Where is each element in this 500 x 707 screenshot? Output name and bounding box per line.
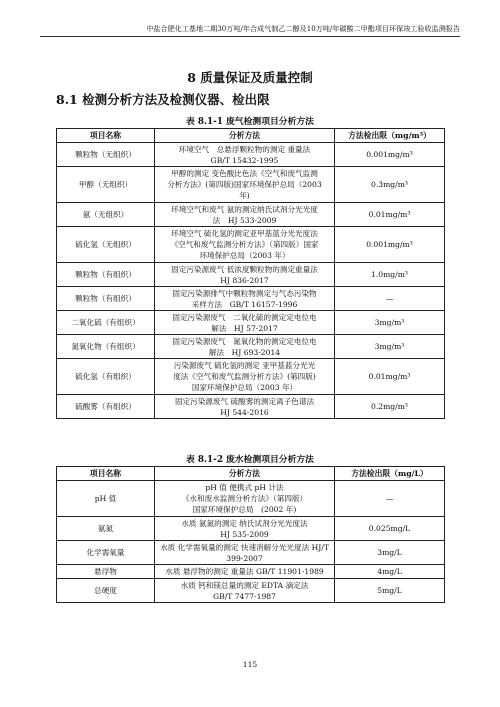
column-header-method: 分析方法 <box>155 129 335 143</box>
method-cell: 水质 钙和镁总量的测定 EDTA 滴定法 GB/T 7477-1987 <box>155 579 335 603</box>
column-header-item: 项目名称 <box>57 467 155 481</box>
limit-cell: 0.01mg/m³ <box>335 203 445 227</box>
table-header-row <box>57 129 445 143</box>
method-cell: pH 值 便携式 pH 计法 《水和废水监测分析方法》（第四版） 国家环境保护总局 (2002 年) <box>155 481 335 517</box>
limit-cell: 0.025mg/L <box>335 517 445 541</box>
section-title: 8.1 检测分析方法及检测仪器、检出限 <box>56 92 270 107</box>
item-cell: 悬浮物 <box>57 565 155 579</box>
column-header-item: 项目名称 <box>57 129 155 143</box>
limit-cell: 3mg/m³ <box>335 335 445 359</box>
method-cell: 环境空气和废气 氨的测定纳氏试剂分光光度 法 HJ 533-2009 <box>155 203 335 227</box>
method-cell: 固定污染源废气 硫酸雾的测定离子色谱法 HJ 544-2016 <box>155 395 335 419</box>
table-row <box>57 541 445 565</box>
method-cell: 固定污染源废气 二氧化硫的测定定电位电 解法 HJ 57-2017 <box>155 311 335 335</box>
method-cell: 环境空气 硫化氢的测定亚甲基蓝分光光度法 《空气和废气监测分析方法》（第四版）国家 环境保护总局（2003 年） <box>155 227 335 263</box>
limit-cell: 0.001mg/m³ <box>335 227 445 263</box>
limit-cell: 1.0mg/m³ <box>335 263 445 287</box>
page-number: 115 <box>242 660 258 669</box>
table2-caption: 表 8.1-2 废水检测项目分析方法 <box>186 455 314 465</box>
limit-cell: 3mg/m³ <box>335 311 445 335</box>
limit-cell: 4mg/L <box>335 565 445 579</box>
table-row <box>57 287 445 311</box>
item-cell: 二氧化硫（有组织） <box>57 311 155 335</box>
chapter-title: 8 质量保证及质量控制 <box>187 70 313 85</box>
table-row <box>57 167 445 203</box>
item-cell: pH 值 <box>57 481 155 517</box>
limit-cell: 3mg/L <box>335 541 445 565</box>
table-row <box>57 335 445 359</box>
page-header: 中盐合肥化工基地二期30万吨/年合成气制乙二醇及10万吨/年碳酸二甲酯项目环保竣工验收监测报告 <box>146 24 460 33</box>
item-cell: 氨氮 <box>57 517 155 541</box>
column-header-limit: 方法检出限（mg/m³） <box>335 129 445 143</box>
item-cell: 硫化氢（有组织） <box>57 359 155 395</box>
item-cell: 颗粒物（有组织） <box>57 263 155 287</box>
item-cell: 氨（无组织） <box>57 203 155 227</box>
item-cell: 化学需氧量 <box>57 541 155 565</box>
limit-cell: 0.001mg/m³ <box>335 143 445 167</box>
table-row <box>57 481 445 517</box>
limit-cell: 0.2mg/m³ <box>335 395 445 419</box>
method-cell: 环境空气 总悬浮颗粒物的测定 重量法 GB/T 15432-1995 <box>155 143 335 167</box>
limit-cell: — <box>335 481 445 517</box>
method-cell: 甲醇的测定 变色酸比色法《空气和废气监测 分析方法》(第四版)国家环境保护总局（2003 年) <box>155 167 335 203</box>
table1-caption: 表 8.1-1 废气检测项目分析方法 <box>186 117 314 127</box>
table-row <box>57 395 445 419</box>
wastewater-methods-table <box>56 466 445 603</box>
method-cell: 固定污染源排气中颗粒物测定与气态污染物 采样方法 GB/T 16157-1996 <box>155 287 335 311</box>
table-header-row <box>57 467 445 481</box>
limit-cell: 0.01mg/m³ <box>335 359 445 395</box>
column-header-limit: 方法检出限（mg/L） <box>335 467 445 481</box>
table-row <box>57 311 445 335</box>
item-cell: 硫化氢（无组织） <box>57 227 155 263</box>
table-row <box>57 359 445 395</box>
method-cell: 水质 化学需氧量的测定 快速消解分光光度法 HJ/T 399-2007 <box>155 541 335 565</box>
item-cell: 总硬度 <box>57 579 155 603</box>
item-cell: 氮氧化物（有组织） <box>57 335 155 359</box>
table-row <box>57 579 445 603</box>
method-cell: 水质 氨氮的测定 纳氏试剂分光光度法 HJ 535-2009 <box>155 517 335 541</box>
method-cell: 污染源废气 硫化氢的测定 亚甲基蓝分光光 度法《空气和废气监测分析方法》(第四版) 国家环境保护总局（2003 年） <box>155 359 335 395</box>
table-row <box>57 565 445 579</box>
table-row <box>57 203 445 227</box>
item-cell: 甲醇（无组织） <box>57 167 155 203</box>
item-cell: 硫酸雾（有组织） <box>57 395 155 419</box>
table-row <box>57 263 445 287</box>
limit-cell: — <box>335 287 445 311</box>
column-header-method: 分析方法 <box>155 467 335 481</box>
limit-cell: 0.3mg/m³ <box>335 167 445 203</box>
header-divider <box>40 36 460 37</box>
method-cell: 固定污染源废气 氮氧化物的测定定电位电 解法 HJ 693-2014 <box>155 335 335 359</box>
method-cell: 固定污染源废气 低浓度颗粒物的测定重量法 HJ 836-2017 <box>155 263 335 287</box>
table-row <box>57 227 445 263</box>
method-cell: 水质 悬浮物的测定 重量法 GB/T 11901-1989 <box>155 565 335 579</box>
exhaust-gas-methods-table <box>56 128 445 419</box>
table-row <box>57 517 445 541</box>
item-cell: 颗粒物（无组织） <box>57 143 155 167</box>
table-row <box>57 143 445 167</box>
item-cell: 颗粒物（有组织） <box>57 287 155 311</box>
limit-cell: 5mg/L <box>335 579 445 603</box>
